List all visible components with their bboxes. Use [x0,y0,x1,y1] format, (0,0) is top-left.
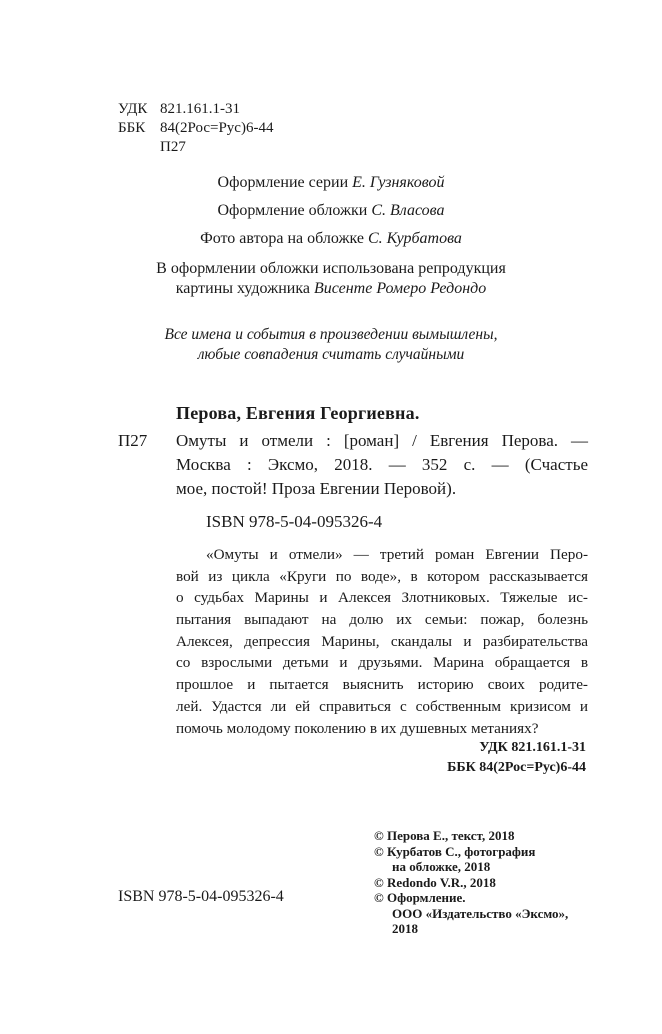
cover-design-name: С. Власова [371,202,445,219]
author-heading: Перова, Евгения Георгиевна. [176,403,420,423]
annotation-line: «Омуты и отмели» — третий роман Евгении Перо- [206,546,588,563]
annotation-udk: УДК 821.161.1-31 [479,740,586,755]
cover-design-prefix: Оформление обложки [217,202,368,219]
annotation-line: лей. Удастся ли ей справиться с собственным кризисом и [176,697,588,715]
photo-prefix: Фото автора на обложке [200,230,364,247]
annotation-line: вой из цикла «Круги по воде», в котором рассказывается [176,567,588,585]
annotation-line: пытания выпадают на долю их семьи: пожар, болезнь [176,611,588,629]
annotation-bbk: ББК 84(2Рос=Рус)6-44 [447,760,586,775]
record-author-mark: П27 [118,431,148,450]
cover-design-credit [0,202,662,220]
author-mark: П27 [160,139,186,155]
series-design-name: Е. Гузняковой [352,174,445,191]
copyright-line: 2018 [392,921,418,936]
record-line-3: мое, постой! Проза Евгении Перовой). [176,479,457,498]
reproduction-prefix: картины художника [175,280,310,297]
annotation-line: о судьбах Марины и Алексея Злотниковых. Тяжелые ис- [176,589,588,607]
footer-isbn: ISBN 978-5-04-095326-4 [118,888,284,905]
copyright-line: на обложке, 2018 [392,859,491,874]
copyright-line: ООО «Издательство «Эксмо», [392,905,569,921]
disclaimer-line-1: Все имена и события в произведении вымышлены, [164,326,498,343]
reproduction-line-1: В оформлении обложки использована репродукция [156,260,506,277]
copyright-line: © Курбатов С., фотография [374,843,536,859]
photo-credit [0,230,662,248]
annotation-line: помочь молодому поколению в их душевных метаниях? [176,719,539,737]
copyright-line: © Перова Е., текст, 2018 [374,828,515,843]
annotation-line: прошлое и пытается выяснить историю своих родите- [176,676,588,694]
record-line-2: Москва : Эксмо, 2018. — 352 с. — (Счастье [176,455,588,474]
record-isbn: ISBN 978-5-04-095326-4 [206,512,383,531]
bbk-label: ББК [118,120,146,136]
udk-value: 821.161.1-31 [160,101,240,117]
copyright-line: © Redondo V.R., 2018 [374,874,496,890]
series-design-prefix: Оформление серии [217,174,349,191]
annotation-line: со взрослыми детьми и друзьями. Марина обращается в [176,654,588,672]
disclaimer-line-2: любые совпадения считать случайными [197,346,465,363]
reproduction-line-2 [0,280,662,298]
udk-label: УДК [118,101,148,117]
record-line-1: Омуты и отмели : [роман] / Евгения Перова. — [176,431,588,450]
annotation [176,544,588,739]
photo-name: С. Курбатова [367,230,462,247]
series-design-credit [0,174,662,192]
bbk-value: 84(2Рос=Рус)6-44 [160,120,274,136]
copyright-line: © Оформление. [374,890,466,905]
reproduction-artist: Висенте Ромеро Редондо [313,280,487,297]
annotation-line: Алексея, депрессия Марины, скандалы и разбирательства [176,632,588,650]
